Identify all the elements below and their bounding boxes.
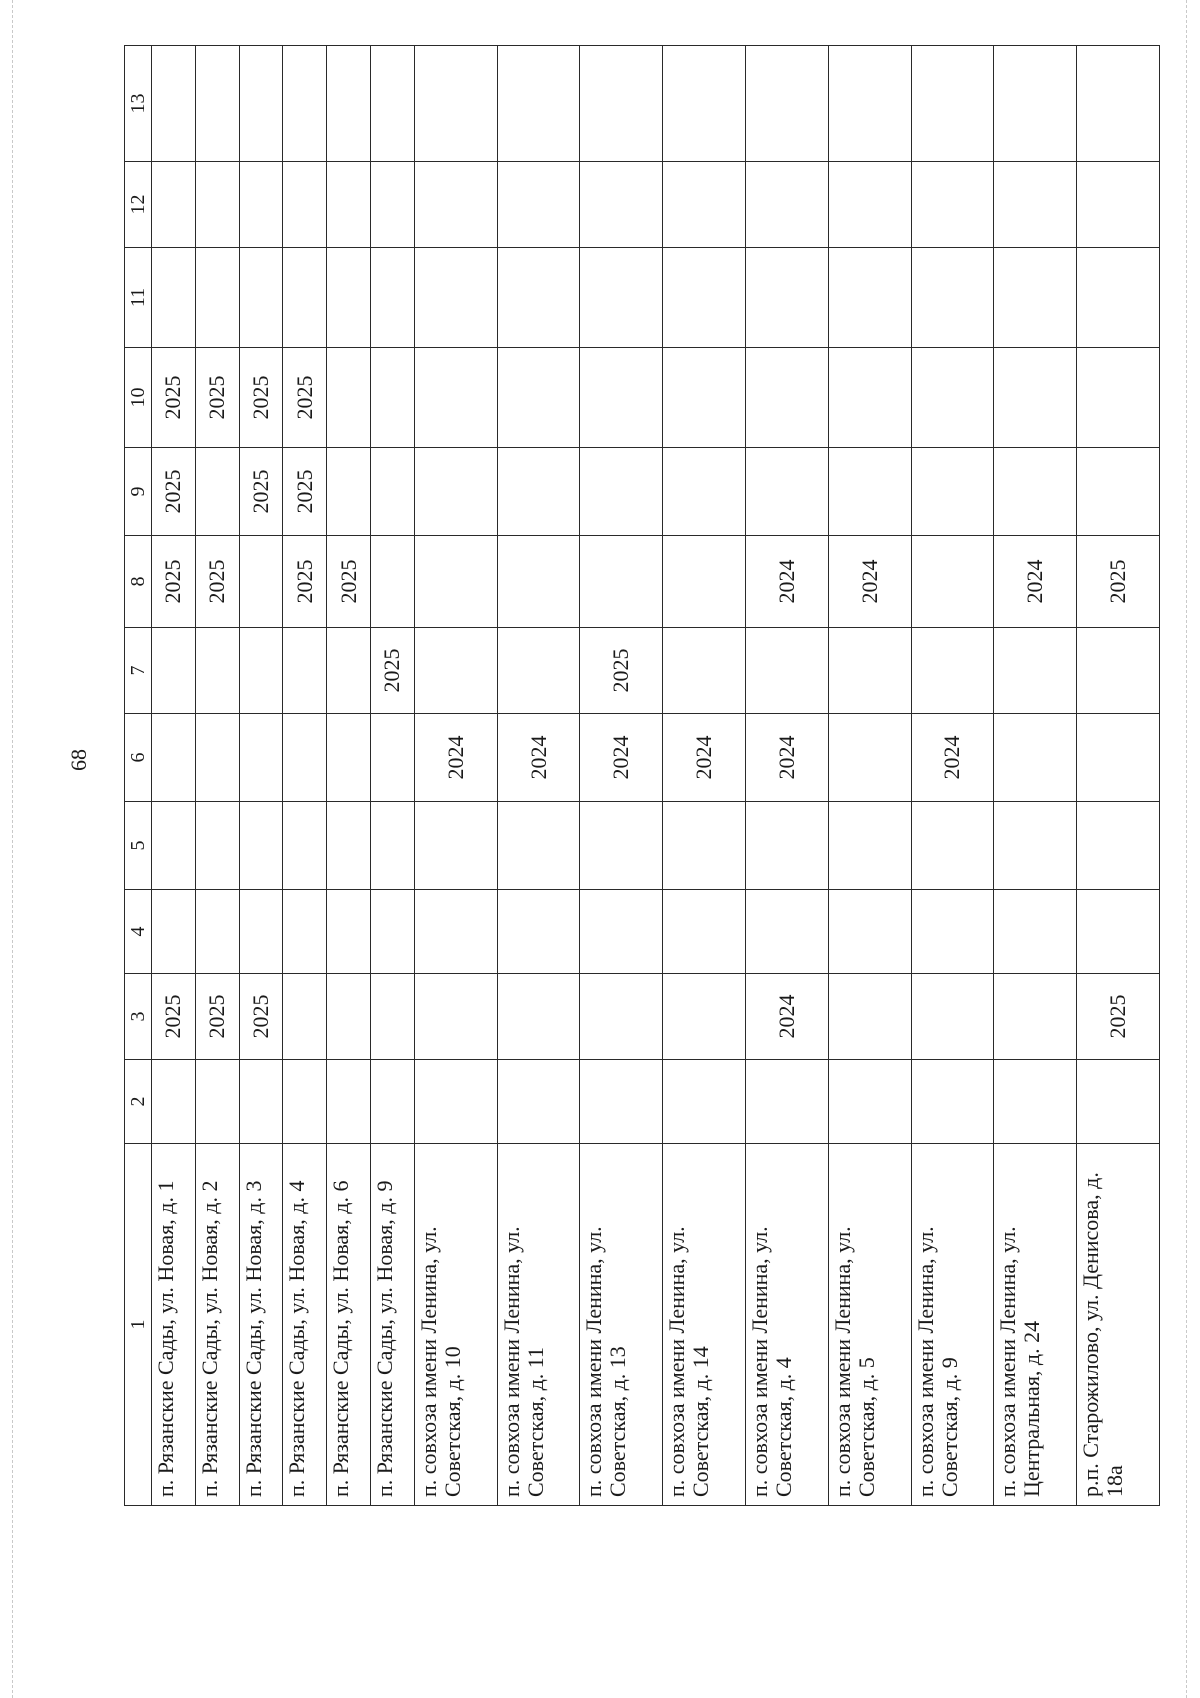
year-cell <box>1077 348 1160 448</box>
year-cell <box>371 162 415 248</box>
year-cell <box>152 248 196 348</box>
year-cell <box>371 536 415 628</box>
year-cell: 2025 <box>371 628 415 714</box>
year-cell <box>152 628 196 714</box>
year-cell <box>994 974 1077 1060</box>
year-cell <box>911 890 994 974</box>
year-cell <box>371 248 415 348</box>
year-cell <box>414 536 497 628</box>
address-cell: п. совхоза имени Ленина, ул. Советская, д. 5 <box>828 1144 911 1506</box>
year-cell <box>497 536 580 628</box>
year-cell <box>283 1060 327 1144</box>
table-row <box>580 46 663 1506</box>
address-cell: п. совхоза имени Ленина, ул. Советская, д. 9 <box>911 1144 994 1506</box>
year-cell <box>414 628 497 714</box>
year-cell <box>239 536 283 628</box>
year-cell <box>1077 714 1160 802</box>
year-cell <box>152 802 196 890</box>
column-header: 2 <box>125 1060 152 1144</box>
column-header: 3 <box>125 974 152 1060</box>
year-cell <box>283 974 327 1060</box>
year-cell <box>195 714 239 802</box>
year-cell: 2024 <box>580 714 663 802</box>
year-cell <box>828 162 911 248</box>
column-header: 7 <box>125 628 152 714</box>
year-cell <box>1077 248 1160 348</box>
table-row <box>414 46 497 1506</box>
table-row <box>195 46 239 1506</box>
year-cell <box>371 46 415 162</box>
year-cell <box>152 46 196 162</box>
table-row <box>828 46 911 1506</box>
year-cell <box>283 162 327 248</box>
year-cell <box>1077 1060 1160 1144</box>
year-cell <box>911 448 994 536</box>
year-cell <box>911 46 994 162</box>
year-cell <box>371 714 415 802</box>
address-cell: п. совхоза имени Ленина, ул. Советская, д. 4 <box>746 1144 829 1506</box>
table-row <box>239 46 283 1506</box>
year-cell <box>663 974 746 1060</box>
year-cell <box>283 628 327 714</box>
year-cell <box>371 1060 415 1144</box>
year-cell: 2025 <box>152 348 196 448</box>
year-cell <box>1077 46 1160 162</box>
year-cell <box>497 46 580 162</box>
table-row <box>497 46 580 1506</box>
year-cell <box>994 890 1077 974</box>
year-cell <box>746 802 829 890</box>
year-cell <box>497 448 580 536</box>
year-cell <box>371 448 415 536</box>
year-cell <box>828 1060 911 1144</box>
year-cell <box>497 1060 580 1144</box>
year-cell: 2024 <box>497 714 580 802</box>
column-header: 11 <box>125 248 152 348</box>
year-cell <box>414 348 497 448</box>
year-cell <box>327 890 371 974</box>
year-cell <box>580 536 663 628</box>
address-cell: п. Рязанские Сады, ул. Новая, д. 3 <box>239 1144 283 1506</box>
year-cell <box>828 46 911 162</box>
year-cell <box>414 162 497 248</box>
year-cell <box>1077 628 1160 714</box>
year-cell: 2025 <box>195 974 239 1060</box>
year-cell <box>911 802 994 890</box>
year-cell <box>911 162 994 248</box>
column-header: 13 <box>125 46 152 162</box>
page-number: 68 <box>66 749 91 771</box>
year-cell: 2024 <box>663 714 746 802</box>
year-cell <box>663 348 746 448</box>
year-cell: 2024 <box>746 536 829 628</box>
year-cell <box>497 248 580 348</box>
year-cell <box>663 448 746 536</box>
year-cell <box>746 628 829 714</box>
column-header: 9 <box>125 448 152 536</box>
address-cell: п. Рязанские Сады, ул. Новая, д. 6 <box>327 1144 371 1506</box>
rotated-table-wrapper <box>124 46 1160 1506</box>
table-row <box>327 46 371 1506</box>
year-cell <box>994 714 1077 802</box>
year-cell <box>497 802 580 890</box>
right-margin-line <box>1186 0 1187 1698</box>
year-cell <box>663 628 746 714</box>
year-cell <box>371 348 415 448</box>
year-cell <box>911 536 994 628</box>
year-cell <box>994 248 1077 348</box>
year-cell <box>994 802 1077 890</box>
year-cell: 2025 <box>327 536 371 628</box>
year-cell <box>195 248 239 348</box>
table-body <box>152 46 1160 1506</box>
year-cell <box>283 248 327 348</box>
address-cell: п. совхоза имени Ленина, ул. Центральная, д. 24 <box>994 1144 1077 1506</box>
year-cell: 2025 <box>580 628 663 714</box>
year-cell: 2025 <box>195 348 239 448</box>
address-cell: п. Рязанские Сады, ул. Новая, д. 1 <box>152 1144 196 1506</box>
year-cell <box>371 802 415 890</box>
year-cell <box>152 162 196 248</box>
year-cell <box>828 348 911 448</box>
year-cell <box>746 448 829 536</box>
address-cell: п. Рязанские Сады, ул. Новая, д. 4 <box>283 1144 327 1506</box>
year-cell: 2024 <box>414 714 497 802</box>
year-cell <box>911 1060 994 1144</box>
year-cell <box>327 46 371 162</box>
year-cell: 2025 <box>152 974 196 1060</box>
year-cell <box>152 714 196 802</box>
column-header: 12 <box>125 162 152 248</box>
table-row <box>283 46 327 1506</box>
year-cell <box>327 1060 371 1144</box>
year-cell <box>327 348 371 448</box>
year-cell <box>497 348 580 448</box>
year-cell <box>1077 890 1160 974</box>
year-cell <box>746 348 829 448</box>
year-cell <box>497 974 580 1060</box>
year-cell <box>663 890 746 974</box>
year-cell <box>239 628 283 714</box>
year-cell <box>239 890 283 974</box>
year-cell <box>746 890 829 974</box>
year-cell <box>497 890 580 974</box>
year-cell: 2024 <box>828 536 911 628</box>
year-cell <box>828 628 911 714</box>
year-cell <box>1077 162 1160 248</box>
year-cell <box>580 248 663 348</box>
year-cell <box>663 1060 746 1144</box>
year-cell <box>371 890 415 974</box>
year-cell: 2025 <box>283 448 327 536</box>
year-cell <box>1077 802 1160 890</box>
table-row <box>911 46 994 1506</box>
year-cell <box>911 628 994 714</box>
table-row <box>152 46 196 1506</box>
address-cell: п. Рязанские Сады, ул. Новая, д. 9 <box>371 1144 415 1506</box>
year-cell <box>195 802 239 890</box>
year-cell <box>580 162 663 248</box>
year-cell <box>828 248 911 348</box>
year-cell <box>152 1060 196 1144</box>
year-cell <box>327 628 371 714</box>
year-cell <box>911 348 994 448</box>
year-cell: 2024 <box>746 974 829 1060</box>
year-cell <box>580 1060 663 1144</box>
year-cell: 2025 <box>1077 974 1160 1060</box>
year-cell <box>663 248 746 348</box>
column-header: 1 <box>125 1144 152 1506</box>
year-cell <box>497 628 580 714</box>
year-cell: 2025 <box>239 974 283 1060</box>
year-cell <box>239 802 283 890</box>
year-cell <box>497 162 580 248</box>
year-cell <box>414 248 497 348</box>
column-header: 10 <box>125 348 152 448</box>
year-cell: 2025 <box>283 348 327 448</box>
year-cell <box>371 974 415 1060</box>
address-cell: п. совхоза имени Ленина, ул. Советская, д. 14 <box>663 1144 746 1506</box>
year-cell <box>414 890 497 974</box>
year-cell <box>994 448 1077 536</box>
table-row <box>746 46 829 1506</box>
year-cell <box>580 802 663 890</box>
year-cell: 2025 <box>283 536 327 628</box>
year-cell <box>1077 448 1160 536</box>
year-cell <box>911 248 994 348</box>
year-cell <box>327 162 371 248</box>
year-cell <box>746 46 829 162</box>
schedule-table <box>124 45 1160 1506</box>
year-cell <box>828 974 911 1060</box>
year-cell <box>994 1060 1077 1144</box>
address-cell: п. Рязанские Сады, ул. Новая, д. 2 <box>195 1144 239 1506</box>
year-cell <box>414 46 497 162</box>
year-cell <box>994 348 1077 448</box>
year-cell <box>239 46 283 162</box>
year-cell <box>283 46 327 162</box>
year-cell <box>327 974 371 1060</box>
year-cell: 2025 <box>195 536 239 628</box>
year-cell <box>994 46 1077 162</box>
year-cell <box>283 802 327 890</box>
year-cell <box>828 802 911 890</box>
column-header: 6 <box>125 714 152 802</box>
address-cell: п. совхоза имени Ленина, ул. Советская, д. 10 <box>414 1144 497 1506</box>
year-cell <box>414 1060 497 1144</box>
table-row <box>1077 46 1160 1506</box>
address-cell: п. совхоза имени Ленина, ул. Советская, д. 11 <box>497 1144 580 1506</box>
year-cell <box>580 890 663 974</box>
year-cell <box>911 974 994 1060</box>
left-margin-line <box>12 0 13 1698</box>
year-cell <box>195 628 239 714</box>
year-cell <box>239 162 283 248</box>
year-cell: 2024 <box>911 714 994 802</box>
address-cell: п. совхоза имени Ленина, ул. Советская, д. 13 <box>580 1144 663 1506</box>
column-header: 4 <box>125 890 152 974</box>
year-cell <box>828 714 911 802</box>
year-cell: 2025 <box>152 448 196 536</box>
year-cell <box>239 248 283 348</box>
year-cell <box>327 714 371 802</box>
year-cell <box>327 802 371 890</box>
year-cell <box>239 714 283 802</box>
year-cell <box>580 348 663 448</box>
year-cell <box>327 248 371 348</box>
year-cell <box>195 46 239 162</box>
year-cell <box>994 628 1077 714</box>
year-cell <box>663 802 746 890</box>
year-cell <box>746 248 829 348</box>
year-cell: 2025 <box>239 348 283 448</box>
year-cell <box>414 802 497 890</box>
year-cell <box>239 1060 283 1144</box>
year-cell: 2025 <box>239 448 283 536</box>
table-row <box>994 46 1077 1506</box>
table-row <box>663 46 746 1506</box>
year-cell <box>283 890 327 974</box>
year-cell <box>828 448 911 536</box>
year-cell <box>414 448 497 536</box>
year-cell <box>580 448 663 536</box>
year-cell <box>195 448 239 536</box>
year-cell <box>414 974 497 1060</box>
address-cell: р.п. Старожилово, ул. Денисова, д. 18а <box>1077 1144 1160 1506</box>
year-cell <box>195 1060 239 1144</box>
year-cell <box>828 890 911 974</box>
year-cell: 2025 <box>1077 536 1160 628</box>
header-row <box>125 46 152 1506</box>
table-row <box>371 46 415 1506</box>
year-cell <box>994 162 1077 248</box>
year-cell <box>283 714 327 802</box>
year-cell: 2024 <box>994 536 1077 628</box>
year-cell <box>580 46 663 162</box>
year-cell <box>195 890 239 974</box>
year-cell <box>663 162 746 248</box>
column-header: 5 <box>125 802 152 890</box>
year-cell: 2024 <box>746 714 829 802</box>
column-header: 8 <box>125 536 152 628</box>
year-cell <box>580 974 663 1060</box>
year-cell <box>663 46 746 162</box>
year-cell <box>152 890 196 974</box>
year-cell <box>746 1060 829 1144</box>
year-cell <box>195 162 239 248</box>
year-cell: 2025 <box>152 536 196 628</box>
year-cell <box>327 448 371 536</box>
year-cell <box>663 536 746 628</box>
year-cell <box>746 162 829 248</box>
